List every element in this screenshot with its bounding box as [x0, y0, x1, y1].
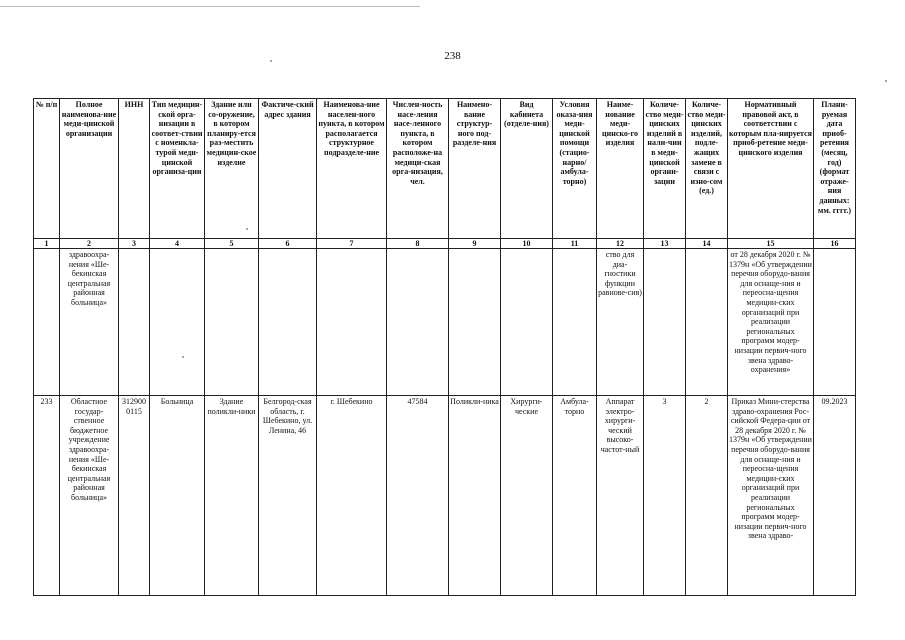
column-number: 13: [644, 239, 686, 249]
scan-edge-line: [0, 6, 420, 7]
column-number: 3: [119, 239, 150, 249]
cell-num: [34, 249, 60, 396]
header-cell-qty-replace: Количе-ство меди-цинских изделий, подле-жащих замене в связи с изно-сом (ед.): [686, 99, 728, 239]
cell-device: ство для диа-гностики функции равнове-сия): [597, 249, 644, 396]
cell-cabinet: [501, 249, 553, 396]
column-number: 15: [728, 239, 814, 249]
cell-conditions: [553, 249, 597, 396]
header-cell-type: Тип медицин-ской орга-низации в соответ-ствии с номенкла-турой меди-цинской организа-ции: [150, 99, 205, 239]
column-number: 14: [686, 239, 728, 249]
page-number: 238: [444, 50, 461, 62]
column-number: 11: [553, 239, 597, 249]
cell-building: Здание поликли-ники: [205, 396, 259, 596]
cell-type: [150, 249, 205, 396]
header-cell-inn: ИНН: [119, 99, 150, 239]
header-cell-population: Числен-ность насе-ления насе-ленного пункта, в котором расположе-на медици-ская орга-низация, чел.: [387, 99, 449, 239]
header-cell-cabinet: Вид кабинета (отделе-ния): [501, 99, 553, 239]
scan-speck: [885, 80, 887, 82]
medical-equipment-table: [33, 98, 856, 596]
header-cell-device: Наиме-нование меди-цинско-го изделия: [597, 99, 644, 239]
cell-type: Больница: [150, 396, 205, 596]
cell-qty-replace: [686, 249, 728, 396]
column-number: 12: [597, 239, 644, 249]
column-number: 10: [501, 239, 553, 249]
header-cell-qty-have: Количе-ство меди-цинских изделий в нали-чии в меди-цинской органи-зации: [644, 99, 686, 239]
cell-cabinet: Хирурги-ческие: [501, 396, 553, 596]
header-cell-settlement: Наименова-ние населен-ного пункта, в котором располагается структурное подразделе-ние: [317, 99, 387, 239]
cell-org: Областное государ-ственное бюджетное учреждение здравоохра-нения «Ше-бекинская центральная районная больница»: [60, 396, 119, 596]
header-cell-building: Здание или со-оружение, в котором планиру-ется раз-местить медицин-ское изделие: [205, 99, 259, 239]
cell-unit: [449, 249, 501, 396]
column-number: 8: [387, 239, 449, 249]
cell-address: [259, 249, 317, 396]
cell-org: здравоохра-нения «Ше-бекинская центральная районная больница»: [60, 249, 119, 396]
cell-inn: 312900 0115: [119, 396, 150, 596]
cell-num: 233: [34, 396, 60, 596]
cell-qty-have: 3: [644, 396, 686, 596]
table-header-row: [34, 99, 856, 239]
header-cell-address: Фактиче-ский адрес здания: [259, 99, 317, 239]
cell-settlement: [317, 249, 387, 396]
cell-population: 47584: [387, 396, 449, 596]
column-number: 7: [317, 239, 387, 249]
cell-conditions: Амбула-торно: [553, 396, 597, 596]
header-cell-unit: Наимено-вание структур-ного под-разделе-ния: [449, 99, 501, 239]
cell-date: 09.2023: [814, 396, 856, 596]
cell-device: Аппарат электро-хирурги-ческий высоко-частот-ный: [597, 396, 644, 596]
cell-unit: Поликли-ника: [449, 396, 501, 596]
column-number: 9: [449, 239, 501, 249]
cell-population: [387, 249, 449, 396]
header-cell-num: № п/п: [34, 99, 60, 239]
cell-date: [814, 249, 856, 396]
column-number: 2: [60, 239, 119, 249]
column-number: 4: [150, 239, 205, 249]
column-number-row: [34, 239, 856, 249]
header-cell-org: Полное наименова-ние меди-цинской организации: [60, 99, 119, 239]
cell-act: Приказ Мини-стерства здраво-охранения Рос-сийской Федера-ции от 28 декабря 2020 г. № 1379н «Об утверждении перечня оборудо-вания для оснаще-ния и переосна-щения медицин-ских организаций при реализации региональных программ модер-низации первич-ного звена здраво-: [728, 396, 814, 596]
column-number: 6: [259, 239, 317, 249]
cell-qty-replace: 2: [686, 396, 728, 596]
table-row: [34, 249, 856, 396]
cell-address: Белгород-ская область, г. Шебекино, ул. Ленина, 46: [259, 396, 317, 596]
column-number: 5: [205, 239, 259, 249]
table-row: [34, 396, 856, 596]
header-cell-conditions: Условия оказа-ния меди-цинской помощи (стацио-нарно/ амбула-торно): [553, 99, 597, 239]
header-cell-date: Плани-руемая дата приоб-ретения (месяц, год) (формат отраже-ния данных: мм. гггг.): [814, 99, 856, 239]
column-number: 1: [34, 239, 60, 249]
cell-act: от 28 декабря 2020 г. № 1379н «Об утверждении перечня оборудо-вания для оснаще-ния и переосна-щения медицин-ских организаций при реализации региональных программ модер-низации первич-ного звена здраво-охранения»: [728, 249, 814, 396]
cell-building: [205, 249, 259, 396]
header-cell-act: Нормативный правовой акт, в соответствии с которым пла-нируется приоб-ретение меди-цинского изделия: [728, 99, 814, 239]
cell-settlement: г. Шебекино: [317, 396, 387, 596]
cell-qty-have: [644, 249, 686, 396]
cell-inn: [119, 249, 150, 396]
column-number: 16: [814, 239, 856, 249]
